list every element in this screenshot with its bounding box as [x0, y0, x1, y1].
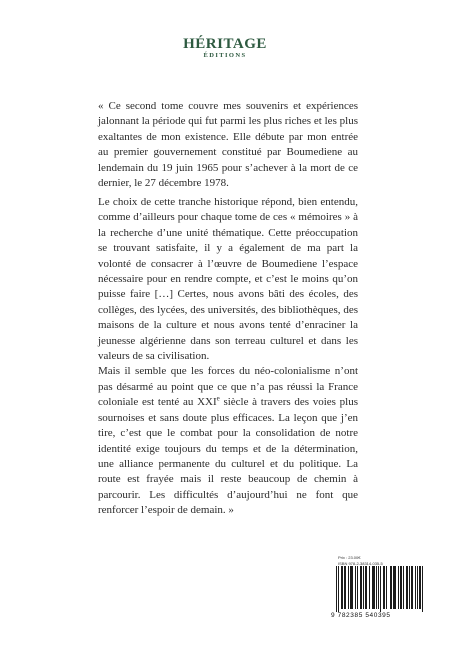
isbn-label: ISBN 978-2-38314-035-5 — [338, 561, 383, 566]
barcode-bar — [409, 566, 410, 609]
barcode-bar — [400, 566, 401, 609]
barcode-bar — [355, 566, 356, 609]
blurb-text-2: Le choix de cette tranche historique répond, bien entendu, comme d’ailleurs pour chaque tome de ces « mémoires » à la recherche d’une unité thématique. Cette préoccupation se trouvant satisfaite, il y a également de ma part la volonté de consacrer à l’œuvre de Boumediene l’espace nécessaire pour en rendre compte, et c’est le moins qu’on puisse faire […] Certes, nous avons bâti des écoles, des collèges, des lycées, des universités, des bibliothèques, des maisons de la culture et nous avons tenté d’enraciner la jeunesse algérienne dans son terreau culturel et dans les valeurs de sa civilisation. — [98, 196, 358, 363]
barcode-icon — [336, 566, 424, 612]
barcode-bar — [345, 566, 346, 609]
barcode-bar — [360, 566, 361, 609]
blurb-text-3-start: Mais il semble que les forces du néo-colonialisme n’ont pas désarmé au point que ce que n’a pas réussi la France coloniale est tenté au XXI — [98, 365, 358, 409]
barcode-bar — [341, 566, 342, 609]
barcode-bar — [342, 566, 343, 609]
barcode-bar — [403, 566, 404, 609]
barcode-bar — [393, 566, 394, 609]
barcode-bar — [420, 566, 421, 609]
barcode-bar — [373, 566, 374, 609]
price-label: Prix : 23.00€ — [338, 555, 361, 560]
blurb-paragraph-1 — [98, 99, 358, 191]
barcode-bar — [412, 566, 413, 609]
blurb-text-3 — [98, 364, 358, 518]
barcode-bar — [369, 566, 370, 609]
barcode-bar — [376, 566, 377, 609]
blurb-text-1: « Ce second tome couvre mes souvenirs et expériences jalonnant la période qui fut parmi les plus riches et les plus exaltantes de mon existence. Elle débute par mon entrée au premier gouvernement constitué par Boumediene au lendemain du 19 juin 1965 pour s’achever à la mort de ce dernier, le 27 décembre 1978. — [98, 100, 358, 190]
barcode-bar — [348, 566, 349, 609]
barcode-bar — [365, 566, 366, 609]
barcode-bar — [417, 566, 418, 609]
publisher-logo — [0, 36, 450, 60]
publisher-subtitle: ÉDITIONS — [203, 52, 247, 59]
barcode-bar — [361, 566, 362, 609]
barcode-bar — [406, 566, 407, 609]
barcode-bar — [407, 566, 408, 609]
barcode-bar — [350, 566, 351, 609]
barcode-bar — [363, 566, 364, 609]
barcode-bar — [372, 566, 373, 609]
barcode-bar — [366, 566, 367, 609]
barcode-bar — [351, 566, 352, 609]
barcode-bar — [394, 566, 395, 609]
blurb-paragraph-2 — [98, 195, 358, 519]
barcode-bar — [391, 566, 392, 609]
barcode-bar — [415, 566, 416, 609]
barcode-bar — [338, 566, 339, 612]
barcode-bar — [390, 566, 391, 609]
publisher-name: HÉRITAGE — [183, 36, 267, 52]
barcode-bar — [419, 566, 420, 609]
barcode-bar — [352, 566, 353, 609]
barcode-bar — [378, 566, 379, 609]
barcode-bar — [374, 566, 375, 609]
century-superscript: e — [216, 394, 220, 403]
barcode-bar — [398, 566, 399, 609]
blurb-text-3-end: siècle à travers des voies plus sournoises et sans doute plus efficaces. La leçon que j’en tire, c’est que le combat pour la consolidation de notre identité exige toujours du temps et de la détermination, une alliance permanente du culturel et du politique. La route est frayée mais il reste beaucoup de chemin à parcourir. Les difficultés d’aujourd’hui ne font que renforcer l’espoir de demain. » — [98, 396, 358, 517]
barcode-bar — [384, 566, 385, 609]
barcode-bar — [344, 566, 345, 609]
barcode-bar — [401, 566, 402, 609]
barcode-bar — [411, 566, 412, 609]
barcode-bar — [383, 566, 384, 609]
barcode-bar — [336, 566, 337, 612]
barcode-bar — [422, 566, 423, 612]
barcode-bar — [357, 566, 358, 609]
barcode-bar — [386, 566, 387, 609]
barcode-bar — [380, 566, 381, 612]
barcode-bar — [395, 566, 396, 609]
barcode-digits: 9 782385 540395 — [331, 612, 391, 619]
